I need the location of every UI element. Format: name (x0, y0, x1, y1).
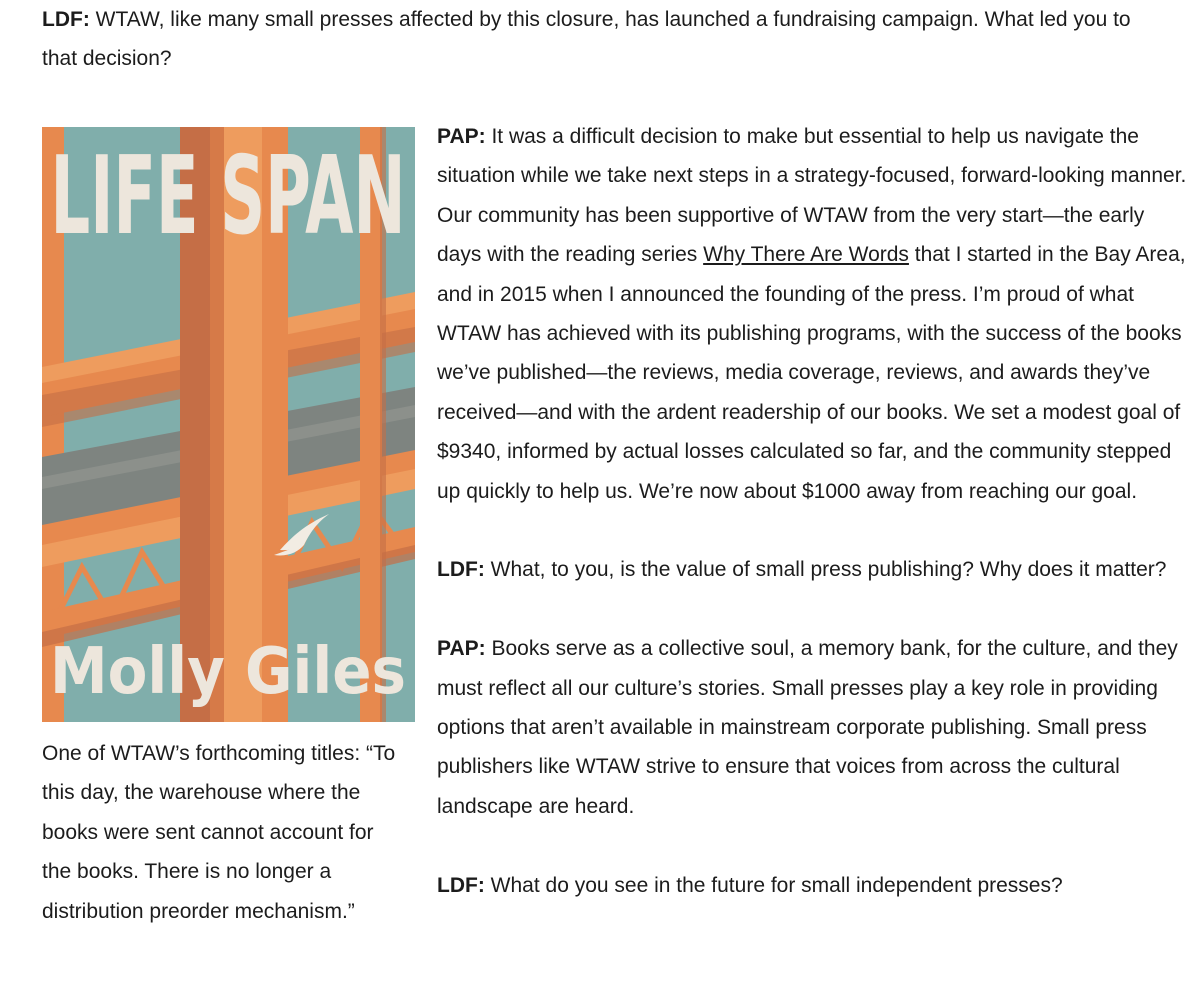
cover-caption: One of WTAW’s forthcoming titles: “To this day, the warehouse where the books were sent cannot account for the books. There is no longer a distribution preorder mechanism.” (42, 742, 396, 923)
answer-text: Books serve as a collective soul, a memory bank, for the culture, and they must reflect all our culture’s stories. Small presses play a key role in providing options that aren’t available in mainstream corporate publishing. Small press publishers like WTAW strive to ensure that voices from across the cultural landscape are heard. (437, 637, 1178, 818)
question-text: What, to you, is the value of small press publishing? Why does it matter? (484, 558, 1167, 582)
question-text: WTAW, like many small presses affected by this closure, has launched a fundraising campaign. What led you to that decision? (42, 8, 1131, 71)
answer-text: that I started in the Bay Area, and in 2015 when I announced the founding of the press. I’m proud of what WTAW has achieved with its publishing programs, with the success of the books we’ve published—the reviews, media coverage, reviews, and awards they’ve received—and with the ardent readership of our books. We set a modest goal of $9340, informed by actual losses calculated so far, and the community stepped up quickly to help us. We’re now about $1000 away from reaching our goal. (437, 243, 1186, 503)
cover-author: Molly Giles (50, 635, 406, 709)
question-text: What do you see in the future for small independent presses? (484, 873, 1063, 897)
answer-text: It was a difficult decision to make but essential to help us navigate the situation while we take next steps in a strategy-focused, forward-looking manner. Our community has been supportive of WTAW from the very start—the early days with the reading series (437, 125, 1187, 267)
speaker-label: LDF: (437, 558, 485, 582)
speaker-label: PAP: (437, 125, 486, 148)
interview-body (437, 117, 1187, 905)
speaker-label: PAP: (437, 637, 486, 661)
reading-series-link[interactable]: Why There Are Words (703, 243, 909, 267)
book-cover-image (42, 127, 415, 722)
question-paragraph (437, 550, 1187, 589)
speaker-label: LDF: (42, 8, 90, 31)
intro-question (42, 0, 1162, 79)
answer-paragraph (437, 629, 1187, 826)
speaker-label: LDF: (437, 873, 485, 897)
question-paragraph (437, 866, 1187, 905)
answer-paragraph (437, 117, 1187, 511)
cover-title: LIFE SPAN (50, 134, 406, 259)
